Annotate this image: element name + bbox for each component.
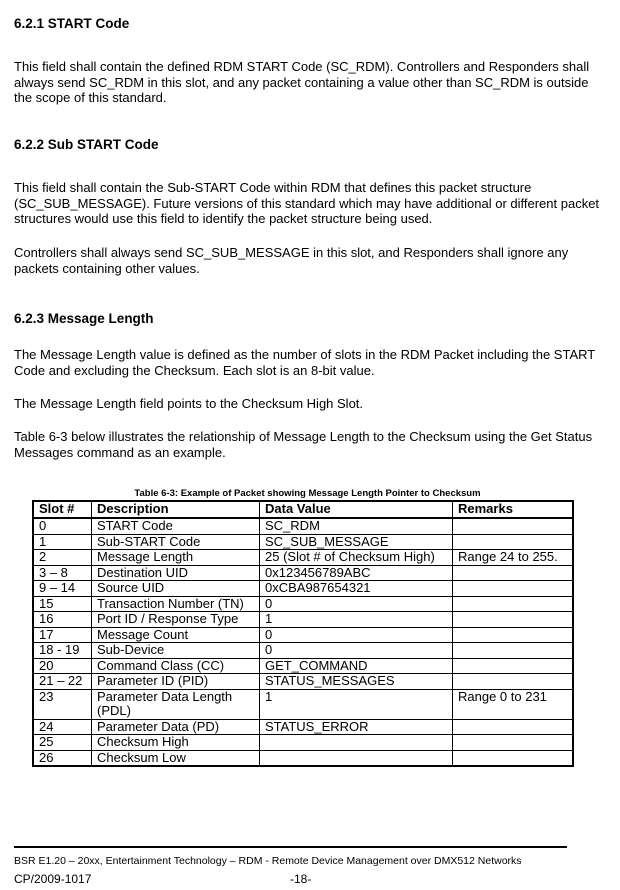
cell-slot: 3 – 8 <box>33 565 92 581</box>
cell-description: Sub-START Code <box>92 534 260 550</box>
cell-data-value: 0 <box>260 596 453 612</box>
cell-remarks <box>453 596 574 612</box>
cell-slot: 1 <box>33 534 92 550</box>
paragraph-message-length-1: The Message Length value is defined as the number of slots in the RDM Packet including the START Code and excluding the Checksum. Each slot is an 8-bit value. <box>14 347 595 378</box>
cell-remarks: Range 24 to 255. <box>453 550 574 566</box>
cell-remarks <box>453 719 574 735</box>
cell-description: Destination UID <box>92 565 260 581</box>
cell-slot: 16 <box>33 612 92 628</box>
cell-remarks <box>453 627 574 643</box>
paragraph-message-length-2: The Message Length field points to the Checksum High Slot. <box>14 396 364 411</box>
cell-remarks <box>453 674 574 690</box>
packet-table <box>32 500 574 767</box>
cell-remarks <box>453 658 574 674</box>
footer-doc-id: CP/2009-1017 <box>14 872 92 886</box>
table-header-row <box>33 501 573 518</box>
cell-slot: 15 <box>33 596 92 612</box>
table-row <box>33 565 573 581</box>
paragraph-message-length-3: Table 6-3 below illustrates the relationship of Message Length to the Checksum using the Get Status Messages command as an example. <box>14 429 593 460</box>
cell-description: Port ID / Response Type <box>92 612 260 628</box>
cell-slot: 23 <box>33 689 92 719</box>
table-row <box>33 658 573 674</box>
cell-description: Parameter ID (PID) <box>92 674 260 690</box>
cell-data-value: 25 (Slot # of Checksum High) <box>260 550 453 566</box>
cell-slot: 17 <box>33 627 92 643</box>
table-row <box>33 627 573 643</box>
cell-slot: 26 <box>33 750 92 766</box>
cell-data-value: 0xCBA987654321 <box>260 581 453 597</box>
cell-slot: 24 <box>33 719 92 735</box>
cell-remarks <box>453 750 574 766</box>
header-data-value: Data Value <box>260 501 453 518</box>
table-row <box>33 518 573 534</box>
cell-slot: 21 – 22 <box>33 674 92 690</box>
page-number: -18- <box>290 872 312 886</box>
cell-description: START Code <box>92 518 260 534</box>
heading-message-length: 6.2.3 Message Length <box>14 311 154 326</box>
table-row <box>33 581 573 597</box>
paragraph-sub-start-code-2: Controllers shall always send SC_SUB_MESSAGE in this slot, and Responders shall ignore any packets containing other values. <box>14 245 569 276</box>
cell-data-value: 1 <box>260 612 453 628</box>
paragraph-start-code: This field shall contain the defined RDM START Code (SC_RDM). Controllers and Responders shall always send SC_RDM in this slot, and any packet containing a value other than SC_RDM is outside the scope of this standard. <box>14 59 590 105</box>
cell-slot: 9 – 14 <box>33 581 92 597</box>
cell-description: Transaction Number (TN) <box>92 596 260 612</box>
cell-data-value: 0 <box>260 627 453 643</box>
header-remarks: Remarks <box>453 501 574 518</box>
paragraph-sub-start-code-1: This field shall contain the Sub-START Code within RDM that defines this packet structure (SC_SUB_MESSAGE). Future versions of this standard which may have additional or different packet structures would use this field to identify the packet structure being used. <box>14 180 600 226</box>
cell-remarks <box>453 735 574 751</box>
cell-slot: 2 <box>33 550 92 566</box>
cell-description: Message Length <box>92 550 260 566</box>
cell-remarks <box>453 643 574 659</box>
table-row <box>33 750 573 766</box>
table-body <box>33 518 573 766</box>
cell-data-value: GET_COMMAND <box>260 658 453 674</box>
cell-data-value: STATUS_ERROR <box>260 719 453 735</box>
cell-slot: 18 - 19 <box>33 643 92 659</box>
cell-slot: 20 <box>33 658 92 674</box>
cell-remarks <box>453 534 574 550</box>
heading-sub-start-code: 6.2.2 Sub START Code <box>14 137 159 152</box>
table-row <box>33 719 573 735</box>
cell-data-value <box>260 735 453 751</box>
header-slot: Slot # <box>33 501 92 518</box>
cell-data-value: STATUS_MESSAGES <box>260 674 453 690</box>
cell-remarks: Range 0 to 231 <box>453 689 574 719</box>
cell-remarks <box>453 565 574 581</box>
table-row <box>33 550 573 566</box>
footer-title: BSR E1.20 – 20xx, Entertainment Technology – RDM - Remote Device Management over DMX512 Networks <box>14 855 522 867</box>
table-row <box>33 596 573 612</box>
cell-slot: 25 <box>33 735 92 751</box>
cell-description: Command Class (CC) <box>92 658 260 674</box>
cell-remarks <box>453 518 574 534</box>
header-description: Description <box>92 501 260 518</box>
table-row <box>33 643 573 659</box>
cell-description: Parameter Data (PD) <box>92 719 260 735</box>
table-row <box>33 612 573 628</box>
cell-data-value <box>260 750 453 766</box>
cell-description: Checksum Low <box>92 750 260 766</box>
cell-description: Message Count <box>92 627 260 643</box>
cell-data-value: SC_RDM <box>260 518 453 534</box>
table-caption: Table 6-3: Example of Packet showing Message Length Pointer to Checksum <box>134 488 481 499</box>
cell-data-value: 1 <box>260 689 453 719</box>
cell-data-value: 0 <box>260 643 453 659</box>
table-row <box>33 735 573 751</box>
cell-description: Source UID <box>92 581 260 597</box>
cell-remarks <box>453 612 574 628</box>
heading-start-code: 6.2.1 START Code <box>14 16 130 31</box>
cell-slot: 0 <box>33 518 92 534</box>
cell-description: Sub-Device <box>92 643 260 659</box>
cell-data-value: 0x123456789ABC <box>260 565 453 581</box>
cell-description: Checksum High <box>92 735 260 751</box>
cell-remarks <box>453 581 574 597</box>
cell-data-value: SC_SUB_MESSAGE <box>260 534 453 550</box>
table-row <box>33 674 573 690</box>
cell-description: Parameter Data Length (PDL) <box>92 689 260 719</box>
table-row <box>33 534 573 550</box>
footer-divider <box>14 846 567 848</box>
table-row <box>33 689 573 719</box>
